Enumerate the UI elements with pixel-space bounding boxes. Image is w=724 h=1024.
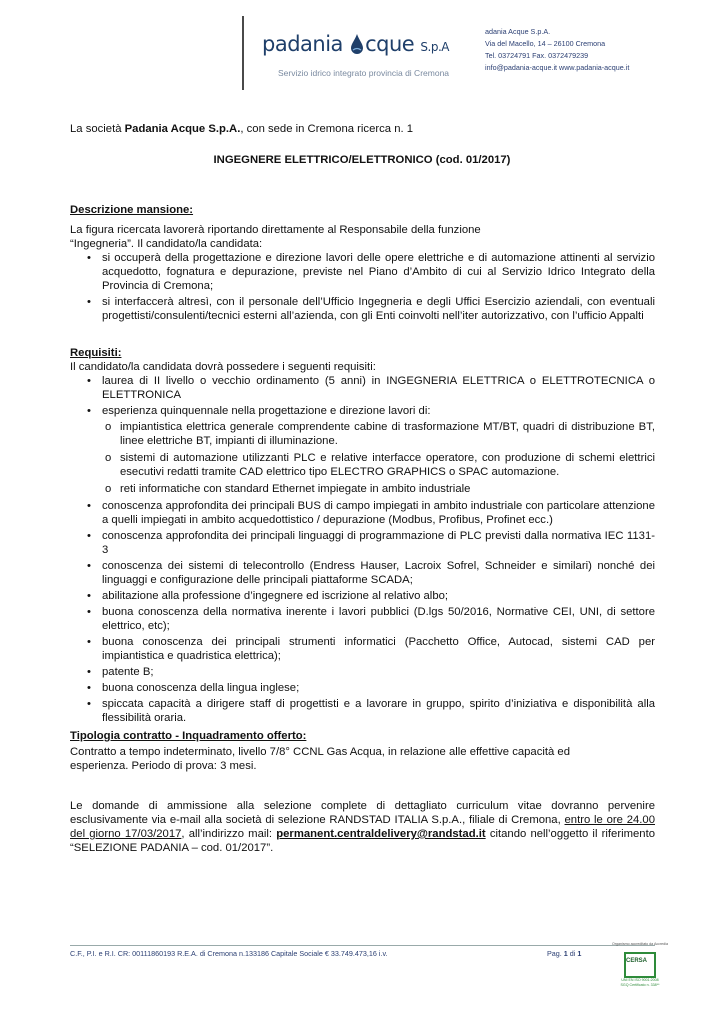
sub-list-item: o impiantistica elettrica generale comprendente cabine di trasformazione MT/BT, quadri di distribuzione BT, linee elettriche BT, impianti di illuminazione.: [105, 421, 655, 447]
contratto-line: esperienza. Periodo di prova: 3 mesi.: [70, 760, 257, 772]
list-item-text: buona conoscenza della lingua inglese;: [102, 682, 300, 694]
closing-text: citando nell’oggetto il riferimento “SELEZIONE PADANIA – cod. 01/2017”.: [70, 828, 656, 854]
requisiti-list-a: [70, 374, 655, 418]
sub-list-item-text: reti informatiche con standard Ethernet impiegate in ambito industriale: [120, 483, 471, 495]
intro-suffix: , con sede in Cremona ricerca n. 1: [240, 123, 414, 135]
requisiti-heading: Requisiti:: [70, 347, 122, 359]
descrizione-line: La figura ricercata lavorerà riportando direttamente al Responsabile della funzione: [70, 224, 481, 236]
list-item-text: conoscenza approfondita dei principali linguaggi di programmazione di PLC previsti dalla normativa IEC 1131-3: [102, 530, 655, 556]
sub-list-item: o sistemi di automazione utilizzanti PLC e relative interfacce operatore, con produzione di schemi elettrici esecutivi redatti tramite CAD elettrico tipo ELECTRO GRAPHICS o SPAC automazione.: [105, 452, 655, 478]
company-info-address: Via del Macello, 14 – 26100 Cremona: [485, 39, 606, 48]
list-item: • si occuperà della progettazione e direzione lavori delle opere elettriche e di automazione attinenti al servizio acquedotto, fognatura e depurazione, previste nel Piano d’Ambito di cui al Servizio Idrico Integrato della Provincia di Cremona;: [87, 252, 655, 292]
cert-name: CERSA: [626, 958, 648, 964]
job-title: INGEGNERE ELETTRICO/ELETTRONICO (cod. 01/2017): [213, 154, 511, 166]
contratto-heading: Tipologia contratto - Inquadramento offerto:: [70, 730, 307, 742]
company-info-name: adania Acque S.p.A.: [485, 27, 551, 36]
list-item: • buona conoscenza della lingua inglese;: [87, 682, 300, 694]
list-item: • esperienza quinquennale nella progettazione e direzione lavori di:: [87, 405, 431, 417]
list-item: • laurea di II livello o vecchio ordinamento (5 anni) in INGEGNERIA ELETTRICA o ELETTROTECNICA o ELETTRONICA: [87, 375, 655, 401]
intro-prefix: La società: [70, 123, 125, 135]
cert-top-text: Organismo accreditato da Accredia: [612, 942, 668, 946]
cert-standard: UNI EN ISO 9001:2008: [621, 978, 659, 982]
descrizione-list: [70, 251, 655, 323]
contratto-line: Contratto a tempo indeterminato, livello 7/8° CCNL Gas Acqua, in relazione alle effettive capacità ed: [70, 746, 570, 758]
list-item: • patente B;: [87, 666, 154, 678]
page-label: Pag.: [547, 949, 564, 958]
list-item: • conoscenza approfondita dei principali linguaggi di programmazione di PLC previsti dalla normativa IEC 1131-3: [87, 530, 655, 556]
company-info-phone: Tel. 03724791 Fax. 0372479239: [485, 51, 589, 60]
list-item-text: buona conoscenza dei principali strumenti informatici (Pacchetto Office, Autocad, sistemi CAD per impiantistica e quadristica elettrica);: [102, 636, 655, 662]
list-item: • spiccata capacità a dirigere staff di progettisti e a lavorare in gruppo, spirito d’iniziativa e disponibilità alla flessibilità oraria.: [87, 698, 655, 724]
page-current: 1: [563, 949, 568, 958]
header-divider: [242, 16, 244, 90]
requisiti-list-b: [70, 499, 655, 725]
list-item-text: conoscenza approfondita dei principali BUS di campo impiegati in ambito industriale con particolare attenzione a quelli impiegati in ambito acquedottistico / depurazione (Modbus, Profibus, Profinet ecc.): [102, 500, 655, 526]
closing-paragraph: [70, 799, 655, 855]
certification-logo: [610, 942, 670, 990]
section-descrizione: [70, 203, 655, 325]
company-logo: [262, 24, 462, 84]
list-item-text: si occuperà della progettazione e direzione lavori delle opere elettriche e di automazione attinenti al servizio acquedotto, fognatura e depurazione, previste nel Piano d’Ambito di cui al Servizio Idrico Integrato della Provincia di Cremona;: [102, 252, 655, 292]
page-of: di: [567, 949, 578, 958]
descrizione-heading: Descrizione mansione:: [70, 204, 194, 216]
section-requisiti: [70, 346, 655, 727]
intro-company: Padania Acque S.p.A.: [124, 123, 241, 135]
list-item-text: buona conoscenza della normativa inerente i lavori pubblici (D.lgs 50/2016, Normative CEI, UNI, di settore elettrico, etc);: [102, 606, 655, 632]
list-item-text: abilitazione alla professione d’ingegnere ed iscrizione al relativo albo;: [102, 590, 449, 602]
list-item: • conoscenza dei sistemi di telecontrollo (Endress Hauser, Lacroix Sofrel, Schneider e similari) nonché dei linguaggi e configurazione delle principali piattaforme SCADA;: [87, 560, 655, 586]
application-email-link[interactable]: permanent.centraldelivery@randstad.it: [276, 828, 486, 840]
company-info: [485, 26, 629, 74]
requisiti-sublist: [70, 420, 655, 496]
sub-list-item-text: impiantistica elettrica generale comprendente cabine di trasformazione MT/BT, quadri di distribuzione BT, linee elettriche BT, impianti di illuminazione.: [120, 421, 655, 447]
list-item: • conoscenza approfondita dei principali BUS di campo impiegati in ambito industriale con particolare attenzione a quelli impiegati in ambito acquedottistico / depurazione (Modbus, Profibus, Profinet ecc.): [87, 500, 655, 526]
closing-deadline: entro le ore 24.00 del giorno 17/03/2017: [70, 814, 655, 840]
list-item: • buona conoscenza della normativa inerente i lavori pubblici (D.lgs 50/2016, Normative CEI, UNI, di settore elettrico, etc);: [87, 606, 655, 632]
cert-bottom: [610, 978, 670, 988]
section-contratto: [70, 729, 655, 773]
list-item-text: conoscenza dei sistemi di telecontrollo (Endress Hauser, Lacroix Sofrel, Schneider e similari) nonché dei linguaggi e configurazione delle principali piattaforme SCADA;: [102, 560, 655, 586]
water-drop-icon: [350, 33, 364, 55]
logo-brand-suffix: S.p.A: [420, 40, 449, 54]
list-item-text: patente B;: [102, 666, 154, 678]
list-item: • abilitazione alla professione d’ingegnere ed iscrizione al relativo albo;: [87, 590, 449, 602]
sub-list-item: o reti informatiche con standard Ethernet impiegate in ambito industriale: [105, 483, 471, 495]
list-item-text: si interfaccerà altresì, con il personale dell’Ufficio Ingegneria e degli Uffici Esercizio aziendali, con eventuali progettisti/consulenti/tecnici esterni all’azienda, con gli Enti coinvolti nell’iter autorizzativo, con l’ufficio Appalti: [102, 296, 655, 322]
list-item-text: esperienza quinquennale nella progettazione e direzione lavori di:: [102, 405, 431, 417]
list-item: • si interfaccerà altresì, con il personale dell’Ufficio Ingegneria e degli Uffici Esercizio aziendali, con eventuali progettisti/consulenti/tecnici esterni all’azienda, con gli Enti coinvolti nell’iter autorizzativo, con l’ufficio Appalti: [87, 296, 655, 322]
logo-brand-left: padania: [262, 32, 343, 56]
page-number: [547, 949, 581, 958]
intro-line: [70, 122, 655, 136]
descrizione-line: “Ingegneria”. Il candidato/la candidata:: [70, 238, 263, 250]
requisiti-intro: Il candidato/la candidata dovrà possedere i seguenti requisiti:: [70, 361, 376, 373]
closing-text: , all’indirizzo mail:: [181, 828, 277, 840]
list-item-text: spiccata capacità a dirigere staff di progettisti e a lavorare in gruppo, spirito d’iniziativa e disponibilità alla flessibilità oraria.: [102, 698, 655, 724]
logo-brand-right: cque: [365, 32, 415, 56]
page-total: 1: [577, 949, 582, 958]
footer-divider: [70, 945, 655, 946]
company-info-contacts: info@padania-acque.it www.padania-acque.it: [485, 63, 630, 72]
cert-number: SGQ Certificato n. 338**: [620, 983, 660, 987]
list-item-text: laurea di II livello o vecchio ordinamento (5 anni) in INGEGNERIA ELETTRICA o ELETTROTECNICA o ELETTRONICA: [102, 375, 655, 401]
list-item: • buona conoscenza dei principali strumenti informatici (Pacchetto Office, Autocad, sistemi CAD per impiantistica e quadristica elettrica);: [87, 636, 655, 662]
logo-tagline: Servizio idrico integrato provincia di Cremona: [278, 68, 450, 78]
closing-text: Le domande di ammissione alla selezione complete di dettagliato curriculum vitae dovranno pervenire esclusivamente via e-mail alla società di selezione RANDSTAD ITALIA S.p.A., filiale di Cremona,: [70, 800, 655, 826]
sub-list-item-text: sistemi di automazione utilizzanti PLC e relative interfacce operatore, con produzione di schemi elettrici esecutivi redatti tramite CAD elettrico tipo ELECTRO GRAPHICS o SPAC automazione.: [120, 452, 655, 478]
footer-legal: C.F., P.I. e R.I. CR: 00111860193 R.E.A. di Cremona n.133186 Capitale Sociale € 33.749.473,16 i.v.: [70, 949, 388, 958]
cert-frame: [624, 952, 656, 978]
